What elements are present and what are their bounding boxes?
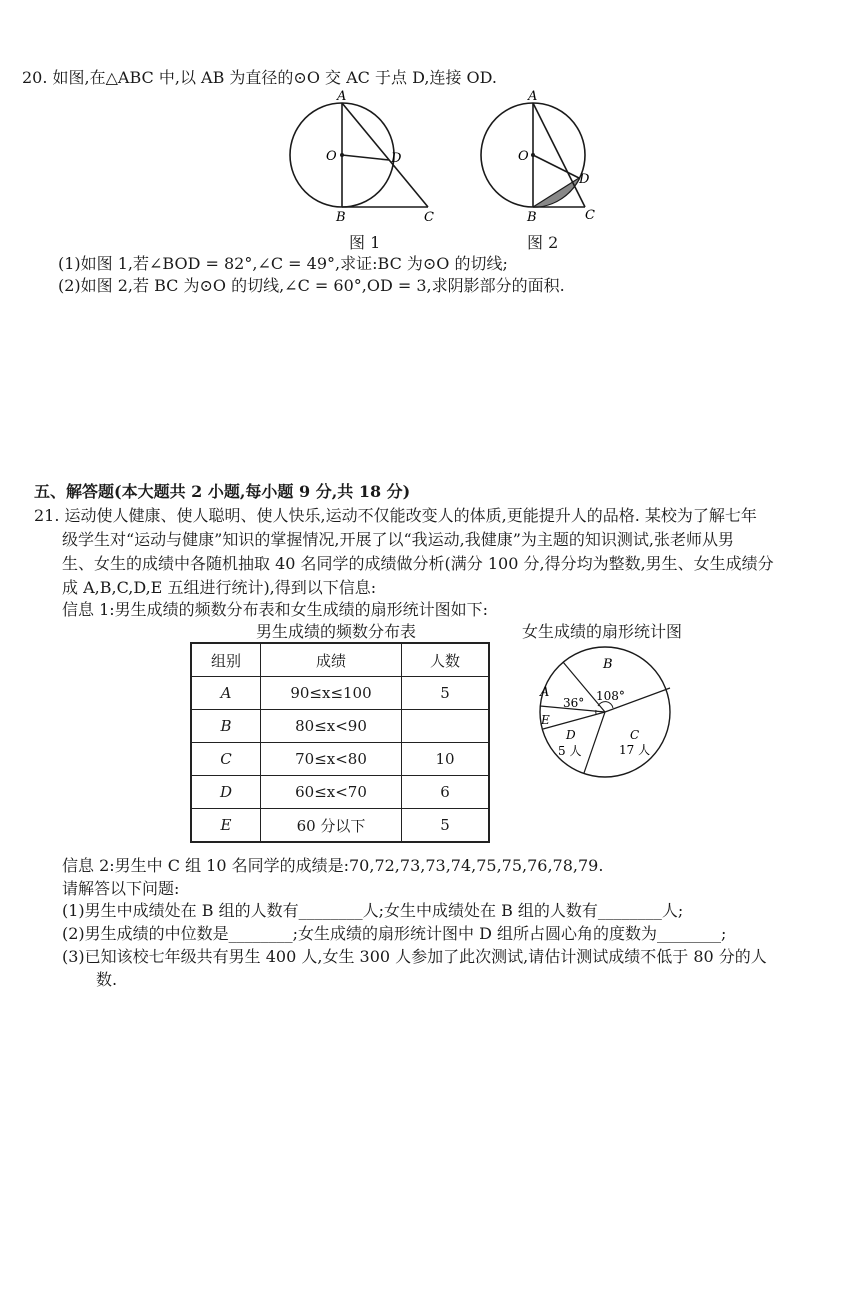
label-o-fig2: O: [518, 149, 529, 164]
pie-label-d: D: [566, 728, 576, 742]
q21-info1: 信息 1:男生成绩的频数分布表和女生成绩的扇形统计图如下:: [62, 600, 489, 619]
table-cell-group: C: [191, 743, 261, 776]
q21-info2: 信息 2:男生中 C 组 10 名同学的成绩是:70,72,73,73,74,75,75,76,78,79.: [62, 856, 604, 875]
q21-stem-line-3: 生、女生的成绩中各随机抽取 40 名同学的成绩做分析(满分 100 分,得分均为整数,男生、女生成绩分: [62, 554, 774, 573]
pie-chart: [530, 644, 690, 784]
q20-part2: (2)如图 2,若 BC 为⊙O 的切线,∠C = 60°,OD = 3,求阴影部分的面积.: [58, 276, 565, 295]
segment-od-fig1: [342, 155, 389, 160]
table-cell-count: 6: [402, 776, 490, 809]
label-o-fig1: O: [326, 149, 337, 164]
figure-2-caption: 图 2: [527, 233, 559, 252]
q21-stem-line-2: 级学生对“运动与健康”知识的掌握情况,开展了以“我运动,我健康”为主题的知识测试,张老师从男: [62, 530, 734, 549]
q21-stem-line-4: 成 A,B,C,D,E 五组进行统计),得到以下信息:: [62, 578, 377, 597]
point-o-fig1: [340, 153, 344, 157]
table-cell-group: A: [191, 677, 261, 710]
table-header-group: 组别: [191, 643, 261, 677]
table-cell-score: 60≤x<70: [261, 776, 402, 809]
pie-label-e: E: [541, 713, 550, 727]
q21-prompt: 请解答以下问题:: [62, 879, 180, 898]
table-cell-group: E: [191, 809, 261, 843]
figure-1: [280, 90, 460, 230]
pie-label-a-angle: 36°: [563, 696, 585, 710]
q21-part3-line-1: (3)已知该校七年级共有男生 400 人,女生 300 人参加了此次测试,请估计测试成绩不低于 80 分的人: [62, 947, 767, 966]
pie-label-c: C: [630, 728, 640, 742]
q21-part1: (1)男生中成绩处在 B 组的人数有________人;女生中成绩处在 B 组的人数有________人;: [62, 901, 684, 920]
table-cell-score: 90≤x≤100: [261, 677, 402, 710]
pie-label-c-count: 17 人: [619, 743, 651, 757]
table-cell-group: D: [191, 776, 261, 809]
q20-part1: (1)如图 1,若∠BOD = 82°,∠C = 49°,求证:BC 为⊙O 的切线;: [58, 254, 508, 273]
q21-part3-line-2: 数.: [96, 970, 118, 989]
table-row: [191, 776, 489, 809]
label-a-fig1: A: [337, 90, 347, 104]
segment-ac-fig1: [342, 103, 428, 207]
table-row: [191, 710, 489, 743]
label-d-fig2: D: [579, 172, 590, 187]
label-c-fig2: C: [585, 208, 595, 223]
label-c-fig1: C: [424, 210, 434, 225]
table-row: [191, 743, 489, 776]
table-cell-score: 80≤x<90: [261, 710, 402, 743]
table-cell-score: 60 分以下: [261, 809, 402, 843]
pie-label-b: B: [603, 657, 613, 672]
pie-label-b-angle: 108°: [596, 689, 625, 703]
section-5-title: 五、解答题(本大题共 2 小题,每小题 9 分,共 18 分): [34, 482, 411, 501]
table-header-count: 人数: [402, 643, 490, 677]
pie-title: 女生成绩的扇形统计图: [522, 622, 683, 641]
pie-divider-dc: [584, 712, 605, 773]
table-cell-group: B: [191, 710, 261, 743]
label-b-fig2: B: [527, 210, 537, 225]
point-o-fig2: [531, 153, 535, 157]
table-cell-score: 70≤x<80: [261, 743, 402, 776]
table-header-row: [191, 643, 489, 677]
label-d-fig1: D: [391, 151, 402, 166]
pie-label-a: A: [540, 685, 550, 700]
segment-bd-fig2: [533, 178, 579, 207]
q20-stem: 20. 如图,在△ABC 中,以 AB 为直径的⊙O 交 AC 于点 D,连接 OD.: [22, 68, 497, 87]
table-cell-count: 5: [402, 809, 490, 843]
label-b-fig1: B: [336, 210, 346, 225]
q21-stem-line-1: 21. 运动使人健康、使人聪明、使人快乐,运动不仅能改变人的体质,更能提升人的品格. 某校为了解七年: [34, 506, 757, 525]
table-row: [191, 809, 489, 843]
table-title: 男生成绩的频数分布表: [256, 622, 417, 641]
pie-divider-ed: [543, 712, 605, 729]
table-header-score: 成绩: [261, 643, 402, 677]
table-cell-count: 5: [402, 677, 490, 710]
frequency-table: [190, 642, 490, 843]
pie-label-d-count: 5 人: [558, 744, 582, 758]
figure-2: [475, 90, 625, 230]
label-a-fig2: A: [528, 90, 538, 104]
table-cell-count: [402, 710, 490, 743]
q21-part2: (2)男生成绩的中位数是________;女生成绩的扇形统计图中 D 组所占圆心角的度数为________;: [62, 924, 727, 943]
table-cell-count: 10: [402, 743, 490, 776]
table-row: [191, 677, 489, 710]
figure-1-caption: 图 1: [349, 233, 381, 252]
segment-od-fig2: [533, 155, 579, 178]
